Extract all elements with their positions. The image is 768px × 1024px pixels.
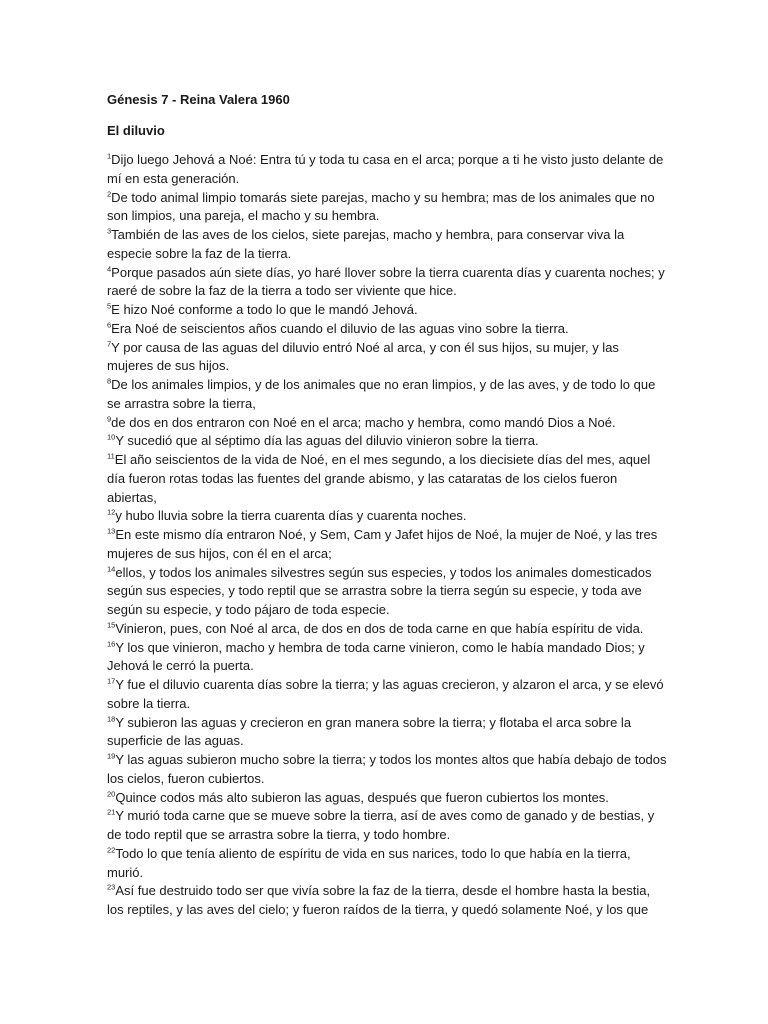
verse-text: ellos, y todos los animales silvestres según sus especies, y todos los animales domesticados según sus especies, y todo reptil que se arrastra sobre la tierra según su especie, y toda ave según su especie, y todo pájaro de toda especie. — [107, 564, 652, 617]
verse — [107, 751, 667, 789]
verse-number: 5 — [107, 301, 112, 311]
verse-text: De los animales limpios, y de los animales que no eran limpios, y de las aves, y de todo lo que se arrastra sobre la tierra, — [107, 377, 656, 411]
verse-number: 2 — [107, 189, 112, 199]
verse — [107, 620, 667, 639]
verse — [107, 507, 667, 526]
verse-number: 14 — [107, 564, 116, 574]
verse-text: E hizo Noé conforme a todo lo que le mandó Jehová. — [111, 302, 418, 317]
verse — [107, 264, 667, 302]
verse-number: 21 — [107, 807, 116, 817]
section-heading: El diluvio — [107, 123, 165, 138]
verse-number: 13 — [107, 526, 116, 536]
verse-text: Y los que vinieron, macho y hembra de toda carne vinieron, como le había mandado Dios; y Jehová le cerró la puerta. — [107, 639, 645, 674]
verse-number: 18 — [107, 714, 116, 724]
verse-number: 11 — [107, 451, 115, 461]
verse-text: Dijo luego Jehová a Noé: Entra tú y toda tu casa en el arca; porque a ti he visto justo delante de mí en esta generación. — [107, 152, 664, 186]
verse-number: 1 — [107, 151, 112, 161]
verse-number: 9 — [107, 414, 112, 424]
verse — [107, 845, 667, 883]
verse-text: Porque pasados aún siete días, yo haré llover sobre la tierra cuarenta días y cuarenta noches; y raeré de sobre la faz de la tierra a todo ser viviente que hice. — [107, 264, 665, 299]
verse-text: Y subieron las aguas y crecieron en gran manera sobre la tierra; y flotaba el arca sobre la superficie de las aguas. — [107, 714, 632, 749]
verse-number: 6 — [107, 320, 112, 330]
verse-text: Era Noé de seiscientos años cuando el diluvio de las aguas vino sobre la tierra. — [111, 320, 569, 336]
verse — [107, 807, 667, 845]
verse — [107, 339, 667, 377]
verse — [107, 432, 667, 451]
verse-text: Quince codos más alto subieron las aguas, después que fueron cubiertos los montes. — [115, 789, 609, 805]
verse-number: 12 — [107, 507, 116, 517]
verse-text: También de las aves de los cielos, siete parejas, macho y hembra, para conservar viva la especie sobre la faz de la tierra. — [107, 227, 625, 261]
verse-number: 20 — [107, 789, 116, 799]
verse-number: 3 — [107, 226, 112, 236]
verse-text: Y sucedió que al séptimo día las aguas del diluvio vinieron sobre la tierra. — [115, 433, 539, 449]
verse — [107, 226, 667, 264]
document-title: Génesis 7 - Reina Valera 1960 — [107, 92, 290, 107]
verse-text: En este mismo día entraron Noé, y Sem, Cam y Jafet hijos de Noé, la mujer de Noé, y las tres mujeres de sus hijos, con él en el arca; — [107, 527, 658, 561]
verse-text: Y las aguas subieron mucho sobre la tierra; y todos los montes altos que había debajo de todos los cielos, fueron cubiertos. — [107, 752, 667, 786]
verse-number: 23 — [107, 882, 116, 892]
verse-text: y hubo lluvia sobre la tierra cuarenta días y cuarenta noches. — [115, 508, 467, 524]
verse-number: 8 — [107, 376, 112, 386]
document-content — [107, 91, 667, 920]
verse — [107, 301, 667, 320]
verse-list — [107, 151, 667, 920]
verse-number: 17 — [107, 676, 116, 686]
verse — [107, 564, 667, 620]
verse — [107, 451, 667, 507]
verse-text: De todo animal limpio tomarás siete parejas, macho y su hembra; mas de los animales que no son limpios, una pareja, el macho y su hembra. — [107, 189, 655, 224]
verse — [107, 376, 667, 414]
verse-number: 7 — [107, 339, 112, 349]
verse-text: Así fue destruido todo ser que vivía sobre la faz de la tierra, desde el hombre hasta la bestia, los reptiles, y las aves del cielo; y fueron raídos de la tierra, y quedó solamente Noé, y los que — [107, 883, 651, 917]
verse-number: 4 — [107, 264, 112, 274]
verse-number: 15 — [107, 620, 116, 630]
verse — [107, 189, 667, 227]
verse-text: Y murió toda carne que se mueve sobre la tierra, así de aves como de ganado y de bestias, y de todo reptil que se arrastra sobre la tierra, y todo hombre. — [107, 808, 655, 842]
verse-text: Y por causa de las aguas del diluvio entró Noé al arca, y con él sus hijos, su mujer, y las mujeres de sus hijos. — [107, 339, 619, 374]
verse — [107, 414, 667, 433]
verse-number: 22 — [107, 845, 116, 855]
verse-number: 10 — [107, 432, 116, 442]
verse — [107, 526, 667, 564]
verse — [107, 151, 667, 189]
verse — [107, 882, 667, 920]
verse-text: El año seiscientos de la vida de Noé, en el mes segundo, a los diecisiete días del mes, aquel día fueron rotas todas las fuentes del grande abismo, y las cataratas de los cielos fueron abiertas, — [107, 452, 651, 505]
verse-text: Todo lo que tenía aliento de espíritu de vida en sus narices, todo lo que había en la tierra, murió. — [107, 845, 631, 880]
verse-text: de dos en dos entraron con Noé en el arca; macho y hembra, como mandó Dios a Noé. — [111, 414, 616, 430]
verse — [107, 789, 667, 808]
verse-text: Vinieron, pues, con Noé al arca, de dos en dos de toda carne en que había espíritu de vida. — [115, 620, 644, 636]
verse-number: 19 — [107, 751, 116, 761]
verse-number: 16 — [107, 639, 116, 649]
verse — [107, 320, 667, 339]
verse — [107, 639, 667, 677]
verse — [107, 714, 667, 752]
verse — [107, 676, 667, 714]
verse-text: Y fue el diluvio cuarenta días sobre la tierra; y las aguas crecieron, y alzaron el arca, y se elevó sobre la tierra. — [107, 677, 664, 711]
